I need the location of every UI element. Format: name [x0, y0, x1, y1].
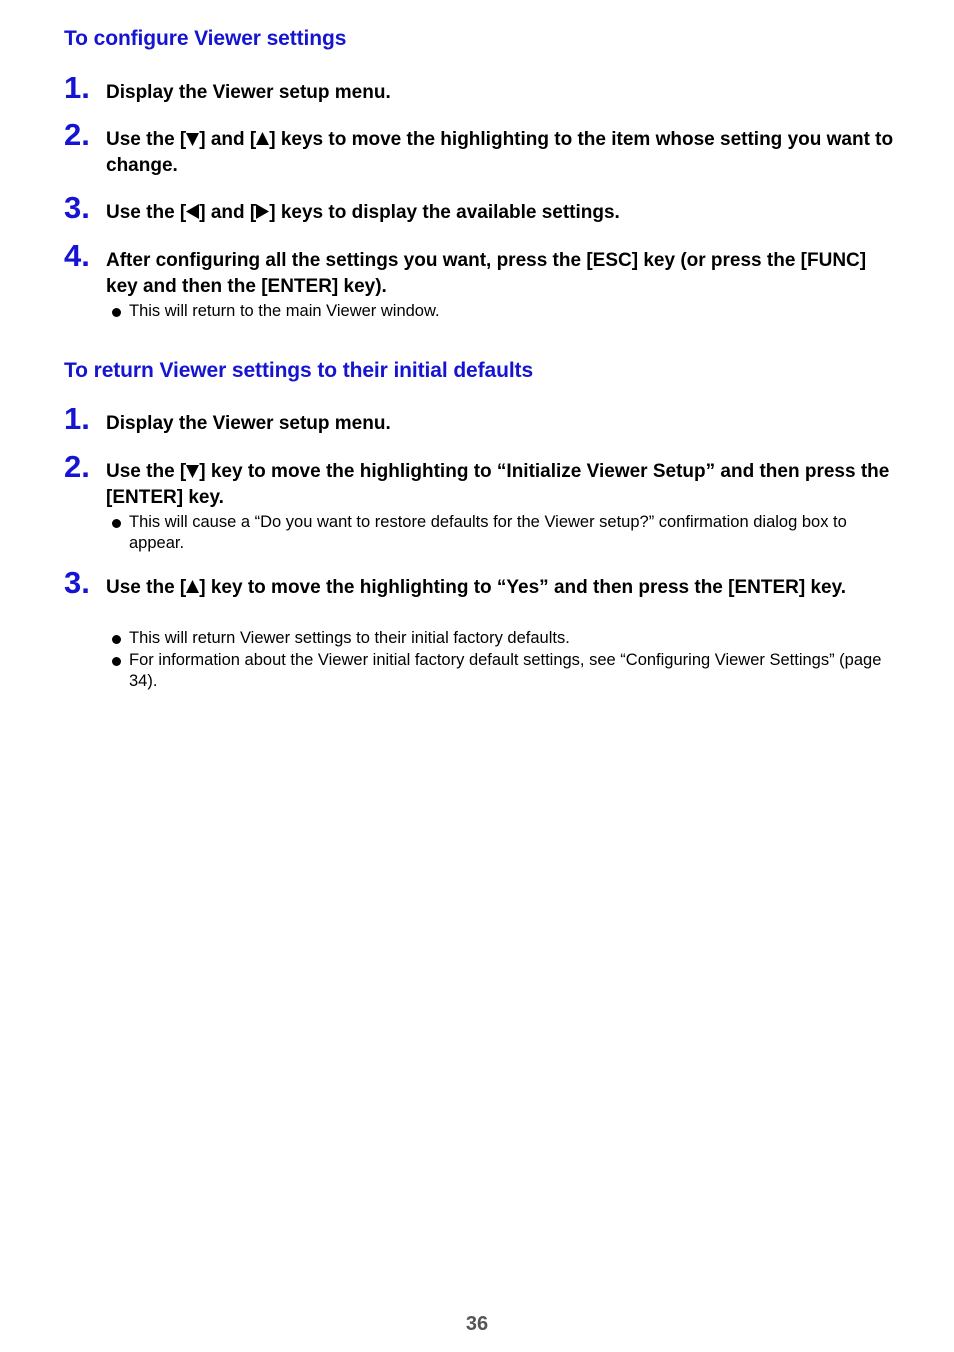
step-number: 3. [64, 190, 90, 225]
step-text: Display the Viewer setup menu. [106, 413, 391, 434]
bullet-item [106, 512, 896, 554]
text-segment: Use the [ [106, 129, 187, 150]
text-segment: ] and [ [199, 129, 257, 150]
step-number: 1. [64, 70, 90, 105]
text-segment: ] key to move the highlighting to “Yes” and then press the [ENTER] key. [199, 577, 847, 598]
text-segment: Use the [ [106, 461, 187, 482]
step-text: Display the Viewer setup menu. [106, 82, 391, 103]
page-number: 36 [465, 1313, 489, 1335]
step-text: After configuring all the settings you want, press the [ESC] key (or press the [FUNC] key and then the [ENTER] key). [106, 250, 867, 297]
bullet-item [106, 301, 896, 322]
bullet-list [106, 301, 896, 322]
step-number: 4. [64, 238, 90, 273]
step-number: 2. [64, 449, 90, 484]
step-text [106, 575, 896, 601]
text-segment: ] and [ [199, 202, 257, 223]
right-triangle-icon [256, 204, 269, 219]
bullet-dot-icon [112, 657, 121, 666]
up-triangle-icon [256, 132, 269, 146]
text-segment: ] keys to move the highlighting to the item whose setting you want to change. [106, 129, 894, 176]
down-triangle-icon [186, 132, 199, 146]
left-triangle-icon [186, 204, 199, 219]
bullet-item [106, 628, 896, 649]
bullet-text: This will return to the main Viewer window. [129, 302, 440, 320]
text-segment: Use the [ [106, 577, 187, 598]
bullet-dot-icon [112, 635, 121, 644]
step-number: 3. [64, 565, 90, 600]
bullet-text: This will cause a “Do you want to restore defaults for the Viewer setup?” confirmation dialog box to appear. [129, 513, 847, 552]
bullet-dot-icon [112, 519, 121, 528]
bullet-list [106, 512, 896, 554]
down-triangle-icon [186, 464, 199, 478]
bullet-list [106, 628, 896, 692]
step-number: 1. [64, 401, 90, 436]
bullet-text: This will return Viewer settings to their initial factory defaults. [129, 629, 570, 647]
step-text [106, 200, 896, 226]
section-heading-restore-defaults: To return Viewer settings to their initial defaults [64, 359, 534, 382]
text-segment: ] keys to display the available settings. [269, 202, 620, 223]
step-text [106, 127, 896, 179]
text-segment: Use the [ [106, 202, 187, 223]
up-triangle-icon [186, 580, 199, 594]
bullet-dot-icon [112, 308, 121, 317]
text-segment: ] key to move the highlighting to “Initialize Viewer Setup” and then press the [ENTER] key. [106, 461, 890, 508]
bullet-text: For information about the Viewer initial factory default settings, see “Configuring Viewer Settings” (page 34). [129, 651, 882, 690]
step-number: 2. [64, 117, 90, 152]
bullet-item [106, 650, 896, 692]
section-heading-configure: To configure Viewer settings [64, 27, 347, 50]
step-text [106, 459, 896, 511]
